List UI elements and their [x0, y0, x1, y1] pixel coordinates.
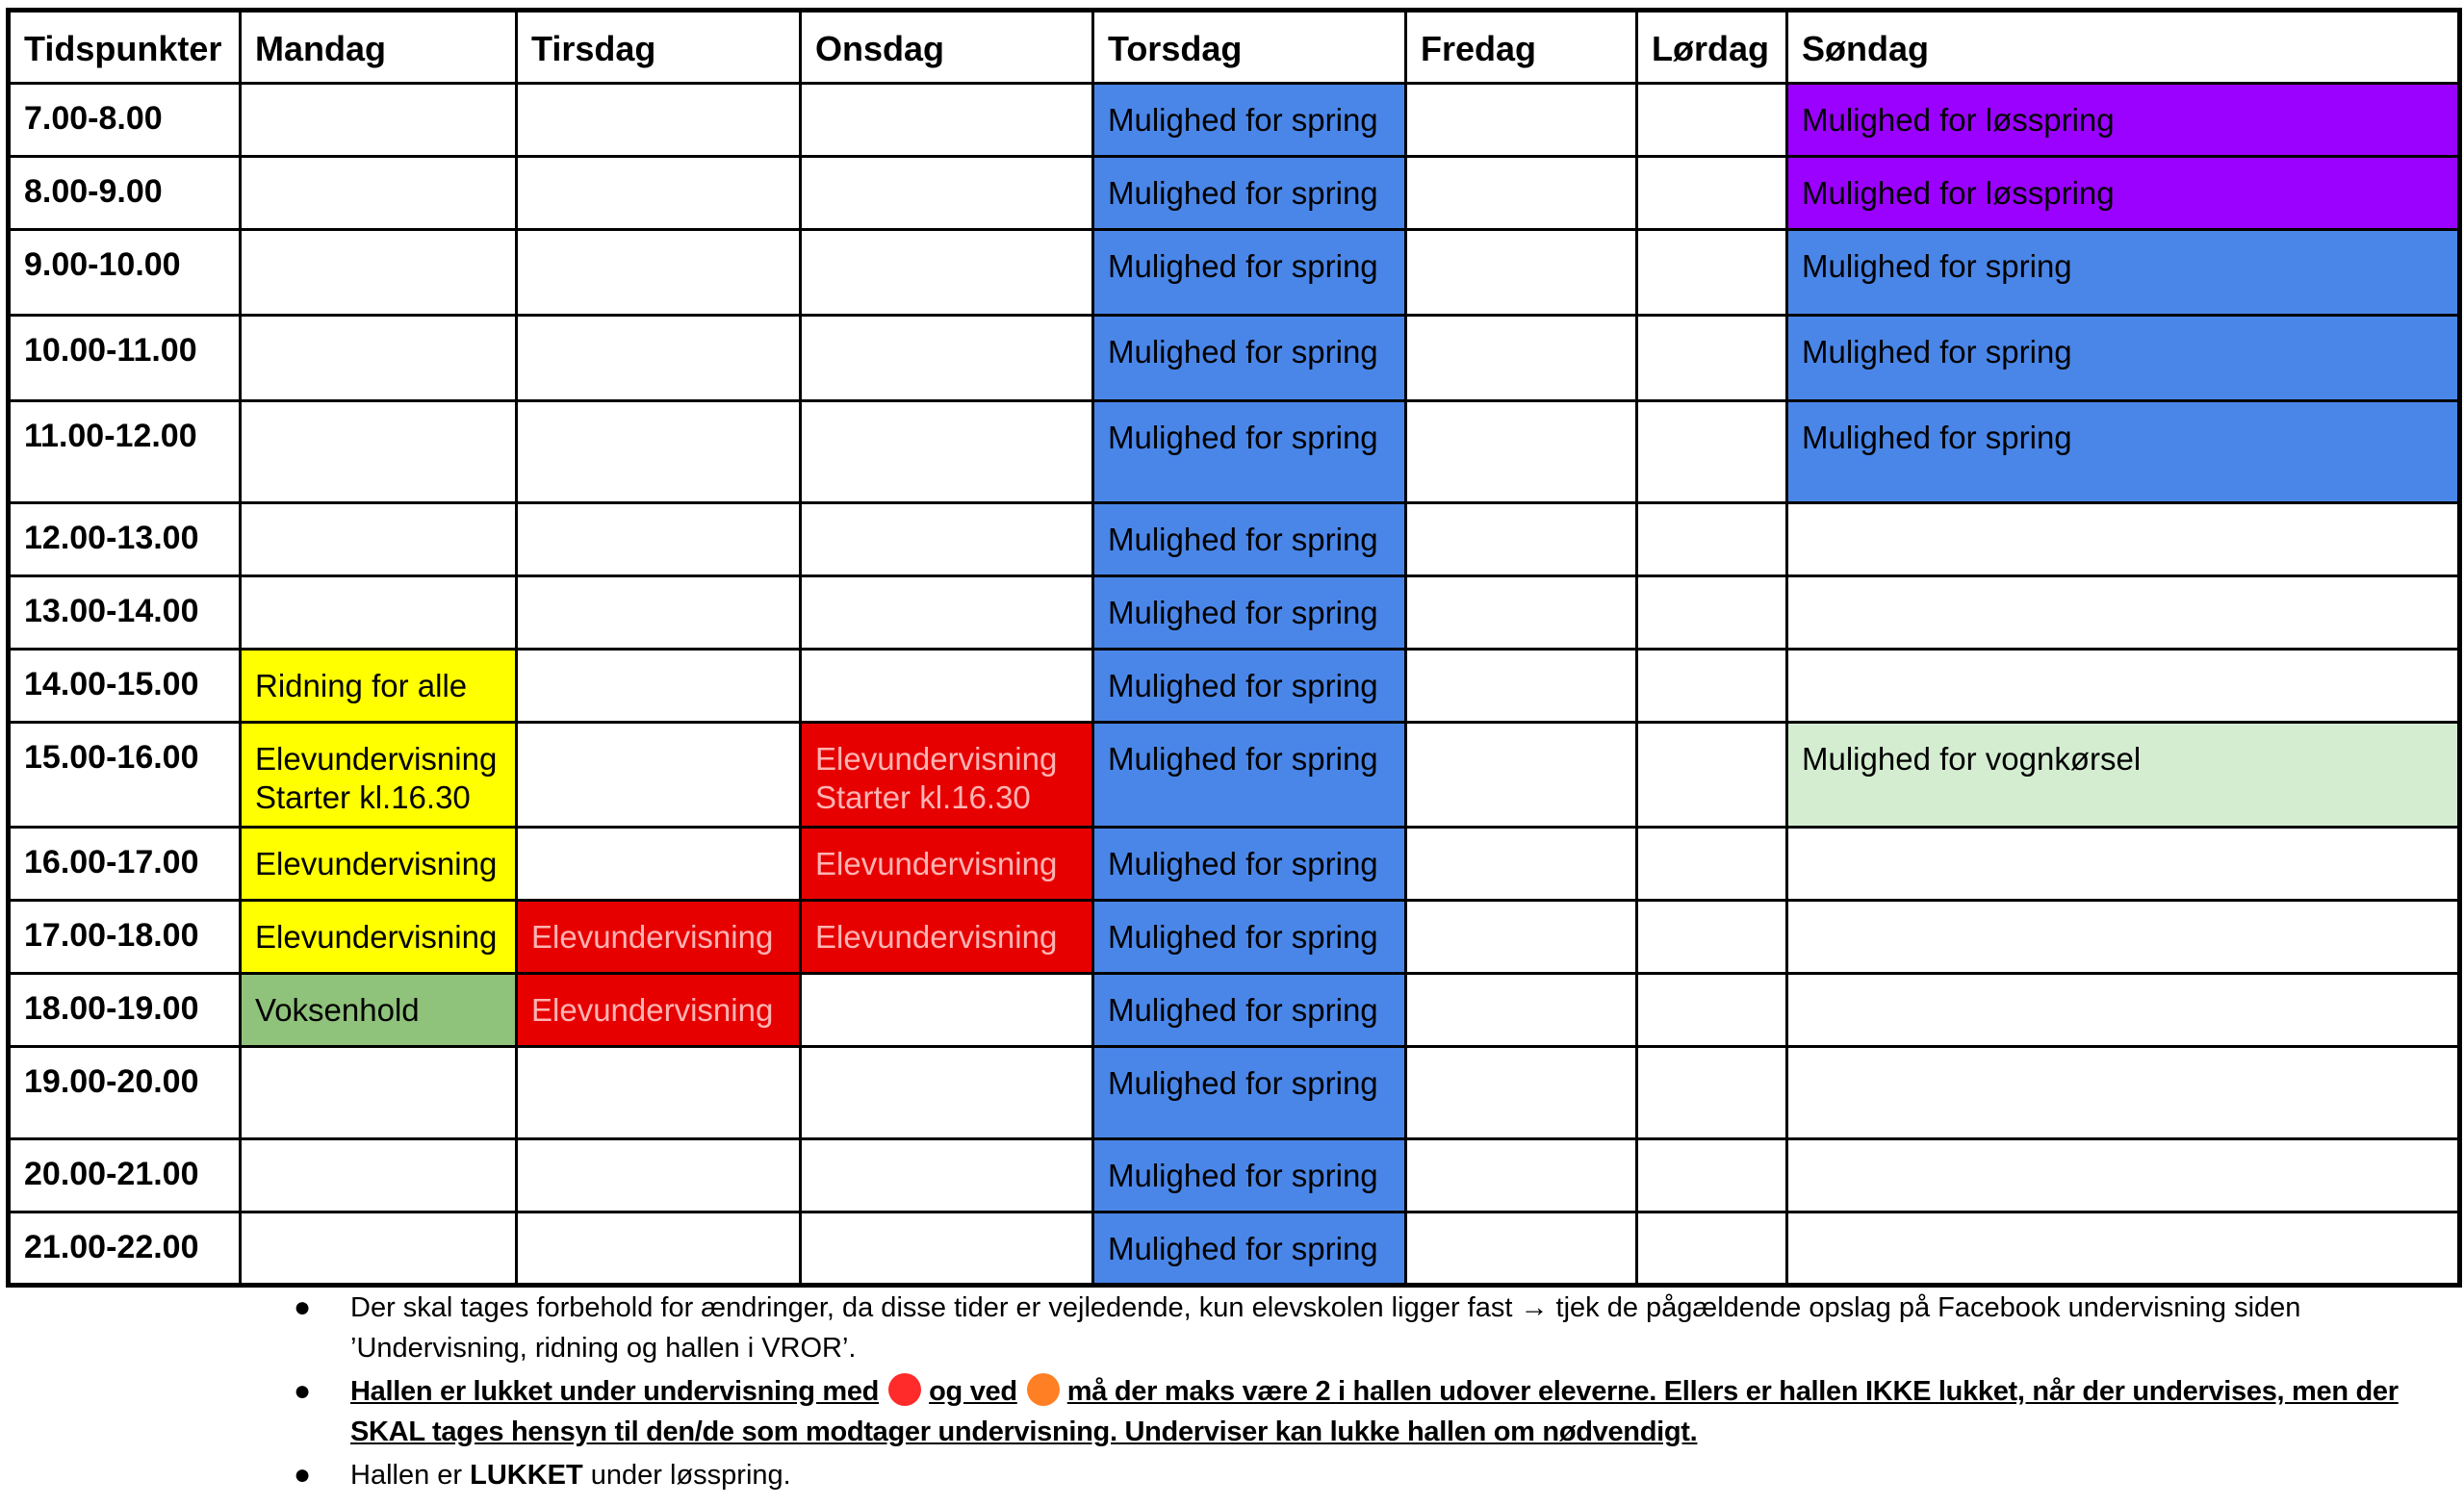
slot-monday — [241, 503, 517, 576]
slot-saturday — [1637, 316, 1787, 401]
slot-monday — [241, 157, 517, 230]
slot-saturday — [1637, 84, 1787, 157]
time-cell: 16.00-17.00 — [9, 828, 241, 901]
time-cell: 17.00-18.00 — [9, 901, 241, 974]
slot-wednesday — [801, 576, 1093, 650]
slot-sunday — [1787, 576, 2460, 650]
time-cell: 19.00-20.00 — [9, 1047, 241, 1139]
time-cell: 13.00-14.00 — [9, 576, 241, 650]
slot-saturday — [1637, 503, 1787, 576]
table-row — [9, 723, 2460, 828]
time-cell: 10.00-11.00 — [9, 316, 241, 401]
bullet-icon: ● — [294, 1459, 312, 1491]
header-sunday: Søndag — [1787, 11, 2460, 84]
slot-friday — [1406, 503, 1637, 576]
slot-sunday — [1787, 828, 2460, 901]
slot-tuesday — [517, 401, 801, 503]
header-tuesday: Tirsdag — [517, 11, 801, 84]
slot-thursday: Mulighed for spring — [1093, 503, 1406, 576]
slot-friday — [1406, 1212, 1637, 1286]
slot-wednesday — [801, 650, 1093, 723]
note-text-2b: og ved — [929, 1376, 1017, 1407]
slot-tuesday — [517, 1047, 801, 1139]
table-row — [9, 316, 2460, 401]
slot-tuesday: Elevundervisning — [517, 901, 801, 974]
time-cell: 18.00-19.00 — [9, 974, 241, 1047]
orange-dot-icon — [1027, 1373, 1060, 1406]
slot-tuesday — [517, 1139, 801, 1212]
slot-friday — [1406, 974, 1637, 1047]
slot-sunday — [1787, 901, 2460, 974]
slot-tuesday — [517, 503, 801, 576]
table-row — [9, 901, 2460, 974]
schedule-table — [6, 8, 2462, 1288]
slot-wednesday — [801, 84, 1093, 157]
slot-wednesday — [801, 1047, 1093, 1139]
slot-sunday — [1787, 1139, 2460, 1212]
slot-saturday — [1637, 723, 1787, 828]
slot-monday: Voksenhold — [241, 974, 517, 1047]
slot-monday — [241, 1047, 517, 1139]
slot-monday: Elevundervisning — [241, 901, 517, 974]
note-text-2c: må der maks være 2 i hallen udover eleverne. Ellers er hallen IKKE lukket, når der undervises, men der SKAL tages hensyn til den/de som modtager undervisning. Underviser kan lukke hallen om nødvendigt. — [350, 1376, 2399, 1447]
slot-saturday — [1637, 828, 1787, 901]
slot-saturday — [1637, 650, 1787, 723]
table-row — [9, 650, 2460, 723]
slot-sunday: Mulighed for løsspring — [1787, 157, 2460, 230]
slot-monday — [241, 1212, 517, 1286]
slot-tuesday — [517, 723, 801, 828]
slot-sunday: Mulighed for løsspring — [1787, 84, 2460, 157]
table-row — [9, 503, 2460, 576]
slot-friday — [1406, 576, 1637, 650]
slot-monday: Ridning for alle — [241, 650, 517, 723]
slot-monday — [241, 1139, 517, 1212]
notes-list — [294, 1288, 2450, 1498]
slot-monday — [241, 84, 517, 157]
table-row — [9, 1047, 2460, 1139]
time-cell: 9.00-10.00 — [9, 230, 241, 316]
slot-friday — [1406, 84, 1637, 157]
slot-sunday — [1787, 974, 2460, 1047]
slot-saturday — [1637, 974, 1787, 1047]
header-saturday: Lørdag — [1637, 11, 1787, 84]
slot-wednesday — [801, 1212, 1093, 1286]
time-cell: 15.00-16.00 — [9, 723, 241, 828]
slot-friday — [1406, 1139, 1637, 1212]
slot-sunday: Mulighed for spring — [1787, 230, 2460, 316]
slot-friday — [1406, 650, 1637, 723]
slot-thursday: Mulighed for spring — [1093, 901, 1406, 974]
note-text-3a: Hallen er — [350, 1460, 463, 1491]
note-text-3b: under løsspring. — [590, 1460, 791, 1491]
slot-saturday — [1637, 576, 1787, 650]
header-thursday: Torsdag — [1093, 11, 1406, 84]
slot-wednesday: Elevundervisning — [801, 901, 1093, 974]
time-cell: 7.00-8.00 — [9, 84, 241, 157]
slot-tuesday — [517, 84, 801, 157]
time-cell: 21.00-22.00 — [9, 1212, 241, 1286]
note-text-1: Der skal tages forbehold for ændringer, da disse tider er vejledende, kun elevskolen ligger fast → tjek de pågældende opslag på Facebook undervisning siden ’Undervisning, ridning og hallen i VROR’. — [350, 1292, 2301, 1364]
header-friday: Fredag — [1406, 11, 1637, 84]
schedule-body — [9, 84, 2460, 1286]
slot-friday — [1406, 316, 1637, 401]
table-row — [9, 974, 2460, 1047]
slot-tuesday — [517, 157, 801, 230]
slot-wednesday: Elevundervisning — [801, 828, 1093, 901]
table-row — [9, 1139, 2460, 1212]
slot-wednesday — [801, 401, 1093, 503]
note-item — [294, 1455, 2450, 1495]
slot-thursday: Mulighed for spring — [1093, 828, 1406, 901]
slot-wednesday: Elevundervisning Starter kl.16.30 — [801, 723, 1093, 828]
slot-wednesday — [801, 316, 1093, 401]
slot-thursday: Mulighed for spring — [1093, 316, 1406, 401]
slot-monday — [241, 316, 517, 401]
red-dot-icon — [888, 1373, 921, 1406]
table-row — [9, 576, 2460, 650]
header-wednesday: Onsdag — [801, 11, 1093, 84]
slot-sunday: Mulighed for spring — [1787, 316, 2460, 401]
slot-tuesday — [517, 316, 801, 401]
header-time: Tidspunkter — [9, 11, 241, 84]
slot-tuesday: Elevundervisning — [517, 974, 801, 1047]
table-row — [9, 1212, 2460, 1286]
time-cell: 20.00-21.00 — [9, 1139, 241, 1212]
slot-saturday — [1637, 1212, 1787, 1286]
slot-monday: Elevundervisning Starter kl.16.30 — [241, 723, 517, 828]
slot-monday — [241, 401, 517, 503]
slot-thursday: Mulighed for spring — [1093, 401, 1406, 503]
slot-thursday: Mulighed for spring — [1093, 1139, 1406, 1212]
slot-thursday: Mulighed for spring — [1093, 1047, 1406, 1139]
slot-tuesday — [517, 576, 801, 650]
slot-monday — [241, 230, 517, 316]
slot-tuesday — [517, 1212, 801, 1286]
slot-friday — [1406, 230, 1637, 316]
table-row — [9, 157, 2460, 230]
slot-wednesday — [801, 230, 1093, 316]
note-item — [294, 1371, 2450, 1452]
slot-thursday: Mulighed for spring — [1093, 84, 1406, 157]
slot-friday — [1406, 901, 1637, 974]
slot-sunday — [1787, 503, 2460, 576]
note-text-2a: Hallen er lukket under undervisning med — [350, 1376, 880, 1407]
slot-sunday — [1787, 1212, 2460, 1286]
slot-tuesday — [517, 650, 801, 723]
slot-saturday — [1637, 157, 1787, 230]
slot-friday — [1406, 1047, 1637, 1139]
slot-thursday: Mulighed for spring — [1093, 723, 1406, 828]
table-row — [9, 84, 2460, 157]
slot-saturday — [1637, 901, 1787, 974]
header-row — [9, 11, 2460, 84]
time-cell: 11.00-12.00 — [9, 401, 241, 503]
slot-sunday: Mulighed for spring — [1787, 401, 2460, 503]
slot-saturday — [1637, 1139, 1787, 1212]
slot-saturday — [1637, 1047, 1787, 1139]
slot-sunday — [1787, 1047, 2460, 1139]
time-cell: 8.00-9.00 — [9, 157, 241, 230]
note-item — [294, 1288, 2450, 1368]
time-cell: 12.00-13.00 — [9, 503, 241, 576]
slot-wednesday — [801, 157, 1093, 230]
slot-monday — [241, 576, 517, 650]
slot-wednesday — [801, 503, 1093, 576]
slot-saturday — [1637, 401, 1787, 503]
slot-thursday: Mulighed for spring — [1093, 974, 1406, 1047]
slot-tuesday — [517, 230, 801, 316]
table-row — [9, 401, 2460, 503]
slot-wednesday — [801, 974, 1093, 1047]
slot-friday — [1406, 828, 1637, 901]
slot-tuesday — [517, 828, 801, 901]
slot-thursday: Mulighed for spring — [1093, 576, 1406, 650]
slot-friday — [1406, 723, 1637, 828]
bullet-icon: ● — [294, 1375, 311, 1407]
table-row — [9, 230, 2460, 316]
header-monday: Mandag — [241, 11, 517, 84]
slot-sunday — [1787, 650, 2460, 723]
bullet-icon: ● — [294, 1291, 312, 1323]
slot-saturday — [1637, 230, 1787, 316]
slot-friday — [1406, 157, 1637, 230]
slot-thursday: Mulighed for spring — [1093, 1212, 1406, 1286]
table-row — [9, 828, 2460, 901]
slot-friday — [1406, 401, 1637, 503]
time-cell: 14.00-15.00 — [9, 650, 241, 723]
slot-thursday: Mulighed for spring — [1093, 157, 1406, 230]
slot-thursday: Mulighed for spring — [1093, 650, 1406, 723]
slot-wednesday — [801, 1139, 1093, 1212]
slot-thursday: Mulighed for spring — [1093, 230, 1406, 316]
note-text-3-bold: LUKKET — [470, 1460, 583, 1491]
slot-monday: Elevundervisning — [241, 828, 517, 901]
slot-sunday: Mulighed for vognkørsel — [1787, 723, 2460, 828]
